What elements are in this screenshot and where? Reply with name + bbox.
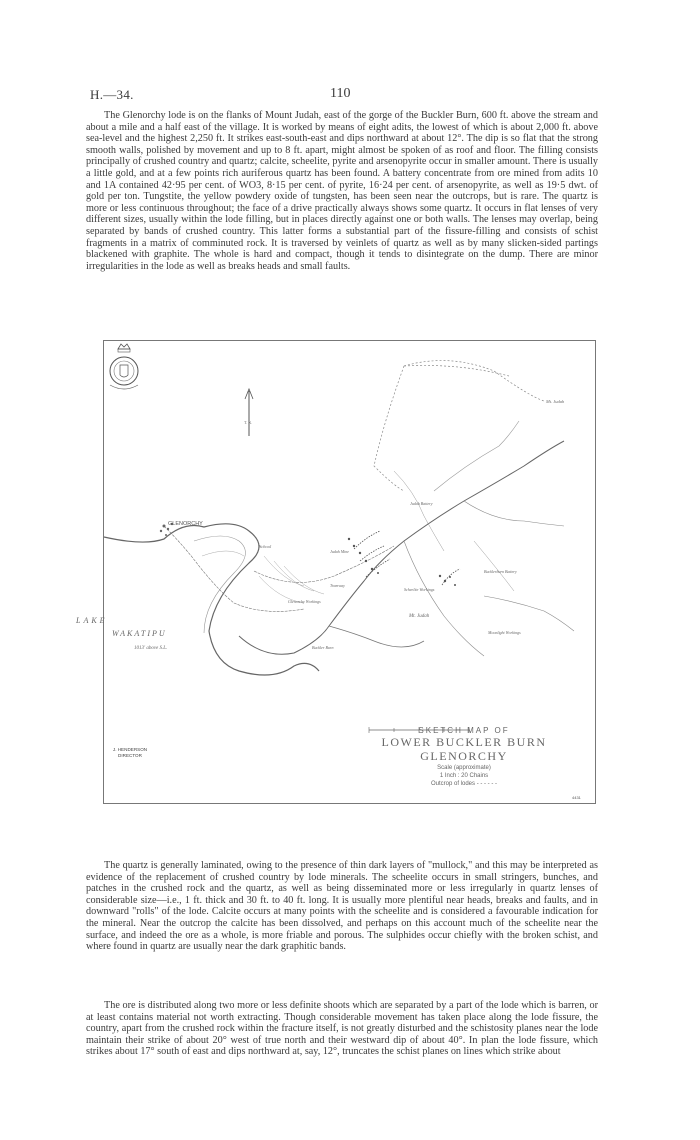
paragraph-glenorchy-lode: The Glenorchy lode is on the flanks of Mount Judah, east of the gorge of the Buckler Burn, 600 ft. above the stream and about a mile and a half east of the village. It is worked by means of eight adits, the lowest of which is about 2,000 ft. above sea-level and the highest 2,250 ft. It strikes east-south-east and dips northward at about 12°. The dip is so flat that the strong smooth walls, polished by movement and up to 8 ft. apart, might almost be spoken of as roof and floor. The filling consists principally of crushed country and quartz; calcite, scheelite, pyrite and arsenopyrite occur in smaller amount. There is usually a little gold, and at a few points rich auriferous quartz has been found. A battery concentrate from ore mined from adits 10 and 1A contained 42·95 per cent. of WO3, 8·15 per cent. of pyrite, 16·24 per cent. of arsenopyrite, as well as 19·5 dwt. of gold per ton. Tungstite, the yellow powdery oxide of tungsten, has been seen near the outcrops, but is rare. The quartz is more or less continuous throughout; the face of a drive practically always shows some quartz. It occurs in flat lenses of very different sizes, usually within the lode filling, but in places directly against one or both walls. The lenses may overlap, being separated by bands of crushed country. This latter forms a substantial part of the fissure-filling and consists of schist fragments in a matrix of comminuted rock. It is traversed by veinlets of quartz as well as by many slicken-sided partings blackened with graphite. The whole is hard and compact, though it tends to disintegrate on the dump. There are minor irregularities in the lode as well as breaks heads and small faults. — [86, 110, 598, 272]
map-label-scheelite-workings: Scheelite Workings — [404, 587, 435, 592]
map-label-moonlight-workings: Moonlight Workings — [488, 630, 521, 635]
crest-icon — [104, 341, 144, 397]
map-label-tramway: Tramway — [330, 583, 345, 588]
page-reference: H.—34. — [90, 87, 134, 102]
sketch-map — [76, 340, 596, 804]
paragraph-ore-distribution: The ore is distributed along two more or less definite shoots which are separated by a part of the lode which is barren, or at least contains material not worth extracting. Though considerable movement has taken place along the lode fissure, the country, apart from the crushed rock within the fracture itself, is not greatly disturbed and the schistosity planes near the lode maintain their strike of about 20° west of true north and their westward dip of about 40°. In plan the lode fissure, which strikes about 17° south of east and dips northward at, say, 12°, truncates the schist planes on lines which strike about — [86, 1000, 598, 1058]
legend-outcrop-swatch: - - - - - - — [476, 781, 498, 787]
north-arrow-icon — [244, 389, 253, 436]
map-label-wakatipu: WAKATIPU — [112, 629, 167, 638]
map-label-glenorchy: GLENORCHY — [168, 521, 203, 527]
lake-shoreline — [104, 524, 319, 675]
map-label-school: School — [259, 544, 272, 549]
map-title-line3: GLENORCHY — [420, 749, 508, 763]
legend-outcrop-label: Outcrop of lodes — [430, 781, 476, 787]
map-label-glenorchy-workings: Glenorchy Workings — [288, 599, 321, 604]
map-scale-label: Scale (approximate) — [437, 765, 491, 771]
map-label-buckler-burn: Buckler Burn — [312, 645, 334, 650]
map-title-line2: LOWER BUCKLER BURN — [381, 735, 547, 749]
map-legend-outcrop — [364, 781, 564, 787]
scale-bar — [364, 726, 474, 734]
map-label-mt-judah-peak: Mt. Judah — [546, 399, 565, 404]
buckler-burn-stream — [239, 441, 564, 654]
map-label-lake: LAKE — [76, 616, 108, 625]
map-label-judah-mine: Judah Mine — [330, 549, 349, 554]
map-scale-note: 1 Inch : 20 Chains — [439, 773, 489, 779]
map-label-mt-judah: Mt. Judah — [409, 614, 430, 619]
paragraph-quartz: The quartz is generally laminated, owing to the presence of thin dark layers of "mullock," and this may be interpreted as evidence of the replacement of crushed country by lode minerals. The scheelite occurs in small stringers, bunches, and patches in the crushed rock and the quartz, as well as being disseminated more or less irregularly in quartz lenses of considerable size—i.e., 1 ft. thick and 30 ft. to 40 ft. long. It is usually more plentiful near heads, breaks and faults, and in downward "rolls" of the lode. Calcite occurs at many points with the scheelite and is considered a favourable indication for the mineral. Near the outcrop the calcite has been dissolved, and perhaps on this account much of the scheelite near the surface, and indeed the ore as a whole, is more friable and porous. The sulphides occur chiefly with the broken schist, and where found in quartz are usually near the dark graphitic bands. — [86, 860, 598, 953]
svg-text:T. N.: T. N. — [244, 420, 253, 425]
map-label-judah-battery: Judah Battery — [410, 501, 433, 506]
mine-workings — [348, 538, 456, 586]
draughtsman-title: DIRECTOR — [118, 753, 142, 758]
map-label-bucklerburn-battery: Bucklerburn Battery — [484, 569, 517, 574]
draughtsman-name: J. HENDERSON — [112, 747, 148, 752]
map-title-block — [364, 726, 564, 787]
map-sheet-number: 4431 — [572, 795, 581, 800]
page-number: 110 — [330, 86, 351, 101]
map-title-line1: SKETCH MAP OF — [418, 726, 510, 735]
map-label-lake-elevation: 1013' above S.L. — [134, 646, 168, 651]
draughtsman-credit — [104, 747, 156, 759]
